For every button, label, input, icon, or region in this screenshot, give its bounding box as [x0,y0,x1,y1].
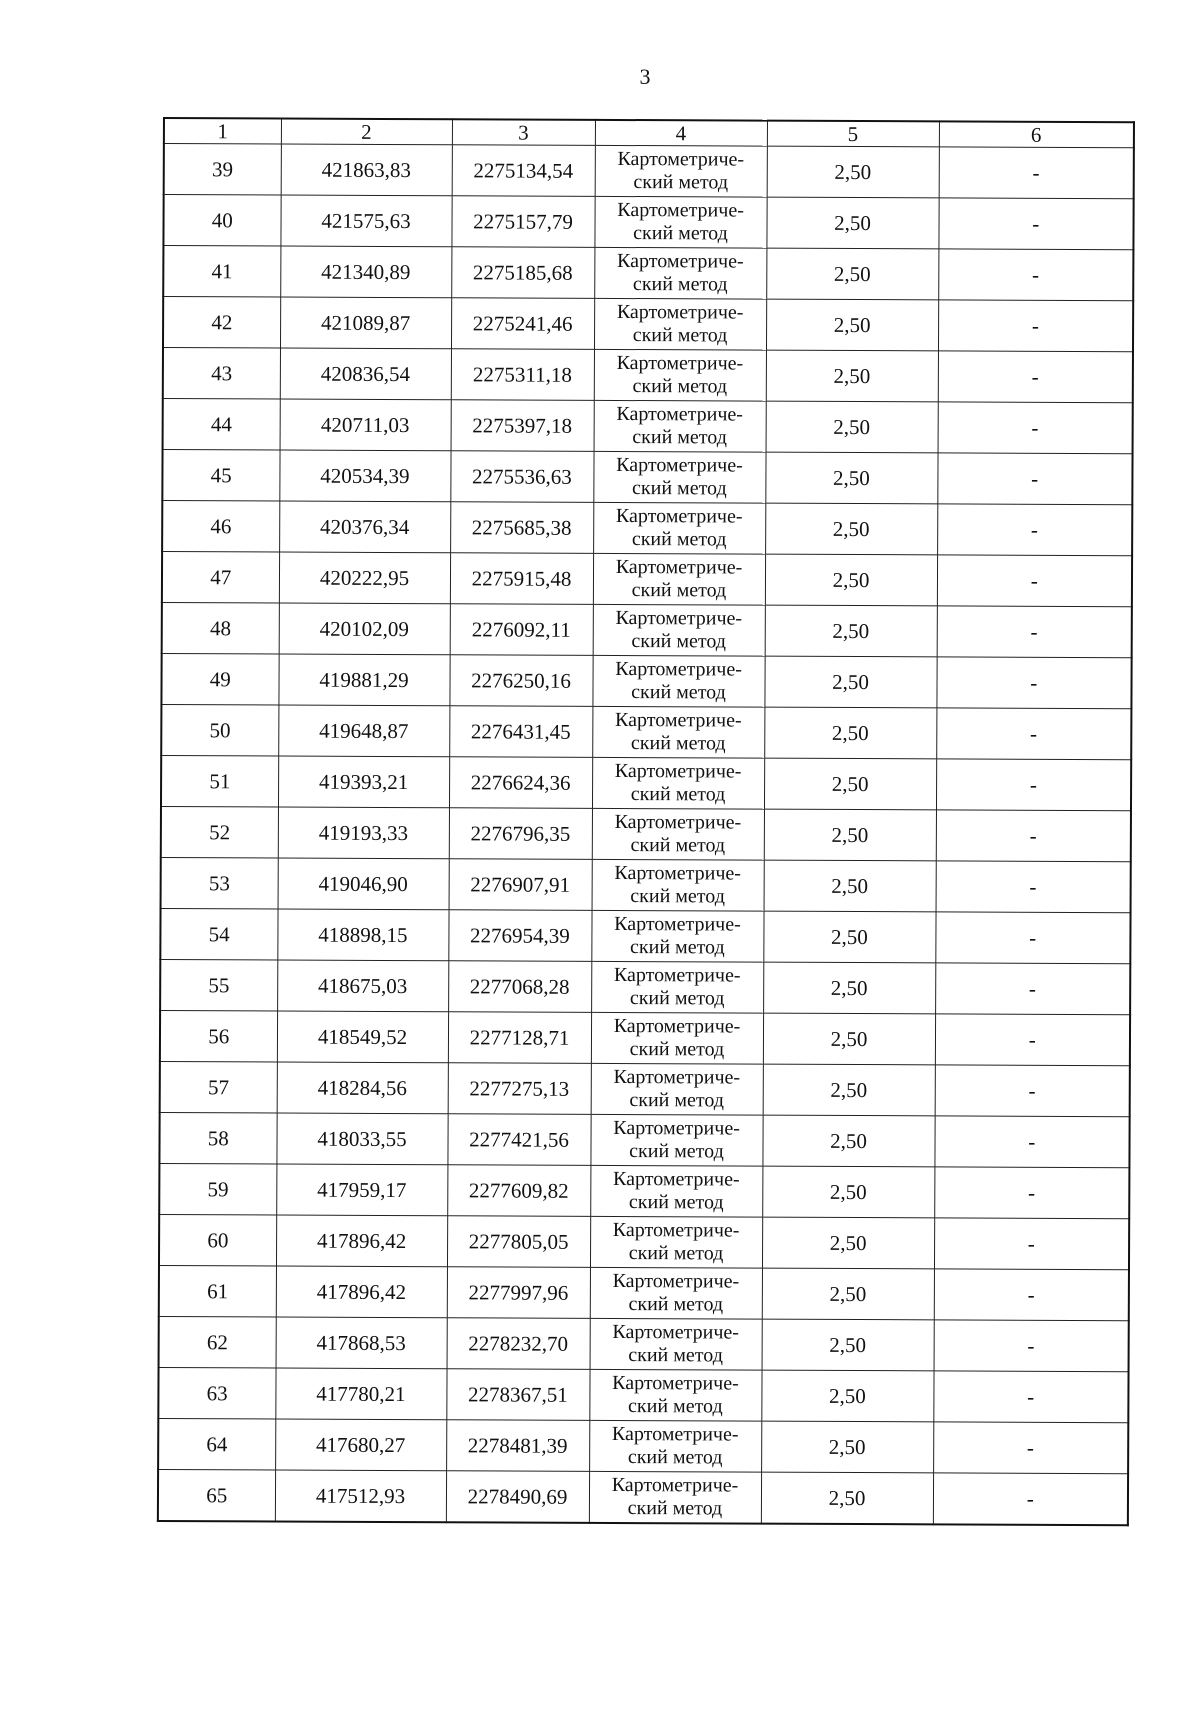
accuracy-cell: 2,50 [765,605,937,657]
accuracy-cell: 2,50 [762,1115,934,1167]
x-coordinate-cell: 420102,09 [279,603,450,655]
x-coordinate-cell: 418284,56 [277,1062,448,1114]
table-row [158,1367,1128,1422]
x-coordinate-cell: 419046,90 [278,858,449,910]
point-number-cell: 59 [159,1163,276,1215]
point-number-cell: 41 [163,246,280,298]
table-row [163,399,1133,454]
x-coordinate-cell: 420711,03 [280,399,451,451]
note-cell: - [934,1218,1129,1270]
header-cell-2: 2 [281,119,452,145]
method-line-1: Картометриче- [611,1422,739,1446]
note-cell: - [938,198,1133,250]
method-line-2: ский метод [630,936,725,959]
point-number-cell: 47 [162,552,279,604]
table-row [160,1010,1130,1065]
y-coordinate-cell: 2277421,56 [447,1114,590,1166]
y-coordinate-cell: 2276907,91 [449,859,592,911]
point-number-cell: 46 [162,501,279,553]
method-line-2: ский метод [627,1446,723,1469]
accuracy-cell: 2,50 [763,962,935,1014]
y-coordinate-cell: 2276431,45 [449,706,592,758]
method-line-1: Картометриче- [616,300,744,324]
method-line-1: Картометриче- [617,198,744,222]
method-line-1: Картометриче- [614,810,742,834]
y-coordinate-cell: 2276624,36 [449,757,592,809]
x-coordinate-cell: 420376,34 [279,501,450,553]
table-row [158,1418,1128,1473]
y-coordinate-cell: 2277128,71 [448,1012,591,1064]
method-line-2: ский метод [630,783,726,806]
table-row [158,1469,1128,1525]
y-coordinate-cell: 2277609,82 [447,1165,590,1217]
x-coordinate-cell: 418898,15 [277,909,448,961]
x-coordinate-cell: 417680,27 [275,1419,446,1471]
method-line-2: ский метод [632,324,728,347]
accuracy-cell: 2,50 [767,146,939,198]
table-row [161,755,1131,810]
method-line-1: Картометриче- [613,1116,740,1140]
y-coordinate-cell: 2275134,54 [452,145,595,197]
x-coordinate-cell: 420222,95 [279,552,450,604]
method-line-1: Картометриче- [615,657,742,681]
note-cell: - [938,402,1133,454]
y-coordinate-cell: 2276954,39 [448,910,591,962]
method-cell [589,1369,761,1421]
accuracy-cell: 2,50 [765,554,937,606]
method-cell [594,247,766,299]
x-coordinate-cell: 421863,83 [281,144,452,196]
method-line-1: Картометриче- [615,555,743,579]
method-cell [592,706,764,758]
accuracy-cell: 2,50 [765,452,937,504]
table-row [159,1214,1129,1269]
y-coordinate-cell: 2277068,28 [448,961,591,1013]
point-number-cell: 58 [159,1112,276,1164]
table-row [160,1061,1130,1116]
point-number-cell: 51 [161,755,278,807]
method-line-1: Картометриче- [614,861,742,885]
table-row [162,552,1132,607]
method-line-2: ский метод [629,1089,725,1112]
method-line-2: ский метод [633,222,728,245]
point-number-cell: 50 [161,704,278,756]
method-cell [589,1420,761,1472]
table-row [160,959,1130,1014]
table-row [163,195,1133,250]
accuracy-cell: 2,50 [766,299,938,351]
x-coordinate-cell: 419881,29 [278,654,449,706]
method-line-2: ский метод [627,1497,723,1520]
accuracy-cell: 2,50 [766,248,938,300]
method-cell [593,502,765,554]
method-line-1: Картометриче- [612,1320,740,1344]
point-number-cell: 55 [160,959,277,1011]
point-number-cell: 63 [158,1367,275,1419]
method-cell [593,553,765,605]
note-cell: - [938,300,1133,352]
x-coordinate-cell: 417780,21 [275,1368,446,1420]
method-line-2: ский метод [632,477,727,500]
x-coordinate-cell: 421089,87 [280,297,451,349]
table-row [162,450,1132,505]
method-cell [592,757,764,809]
method-cell [594,349,766,401]
table-row [159,1163,1129,1218]
note-cell: - [937,555,1132,607]
accuracy-cell: 2,50 [764,758,936,810]
method-line-1: Картометриче- [616,351,744,375]
accuracy-cell: 2,50 [762,1166,934,1218]
x-coordinate-cell: 417896,42 [276,1215,447,1267]
method-line-2: ский метод [631,528,727,551]
method-cell [594,400,766,452]
method-line-2: ский метод [630,834,726,857]
accuracy-cell: 2,50 [762,1319,934,1371]
y-coordinate-cell: 2275397,18 [451,400,594,452]
y-coordinate-cell: 2275241,46 [451,298,594,350]
x-coordinate-cell: 417868,53 [276,1317,447,1369]
note-cell: - [937,606,1132,658]
method-cell [590,1165,762,1217]
coordinates-table [157,117,1135,1526]
method-cell [592,859,764,911]
method-cell [592,655,764,707]
table-row [164,144,1134,199]
method-line-2: ский метод [628,1242,724,1265]
point-number-cell: 65 [158,1469,275,1521]
note-cell: - [936,759,1131,811]
method-line-1: Картометриче- [614,759,742,783]
note-cell: - [936,708,1131,760]
method-cell [591,910,763,962]
method-line-2: ский метод [632,426,727,449]
y-coordinate-cell: 2275536,63 [450,451,593,503]
method-line-2: ский метод [631,681,726,704]
method-cell [593,451,765,503]
table-row [163,246,1133,301]
note-cell: - [936,657,1131,709]
header-cell-1: 1 [164,118,281,144]
table-row [163,297,1133,352]
method-line-1: Картометриче- [616,402,744,426]
method-cell [593,604,765,656]
method-line-1: Картометриче- [613,1167,740,1191]
point-number-cell: 62 [159,1316,276,1368]
accuracy-cell: 2,50 [761,1472,933,1524]
note-cell: - [935,963,1130,1015]
note-cell: - [937,453,1132,505]
y-coordinate-cell: 2278481,39 [446,1420,589,1472]
method-line-1: Картометриче- [615,708,742,732]
point-number-cell: 45 [162,450,279,502]
x-coordinate-cell: 419648,87 [278,705,449,757]
note-cell: - [936,810,1131,862]
table-row [161,806,1131,861]
header-cell-5: 5 [767,121,939,147]
x-coordinate-cell: 420534,39 [279,450,450,502]
accuracy-cell: 2,50 [763,911,935,963]
method-cell [591,961,763,1013]
table-row [163,348,1133,403]
method-line-1: Картометриче- [611,1473,739,1497]
table-row [161,653,1131,708]
method-line-1: Картометриче- [612,1269,740,1293]
note-cell: - [938,351,1133,403]
table-row [159,1316,1129,1371]
method-line-2: ский метод [628,1293,724,1316]
x-coordinate-cell: 418033,55 [276,1113,447,1165]
point-number-cell: 39 [164,144,281,196]
accuracy-cell: 2,50 [766,197,938,249]
method-line-1: Картометриче- [612,1218,740,1242]
point-number-cell: 48 [162,602,279,654]
method-line-2: ский метод [628,1395,723,1418]
method-line-2: ский метод [631,579,727,602]
accuracy-cell: 2,50 [762,1268,934,1320]
accuracy-cell: 2,50 [766,350,938,402]
y-coordinate-cell: 2276250,16 [449,655,592,707]
accuracy-cell: 2,50 [764,860,936,912]
method-cell [595,145,767,197]
method-line-1: Картометриче- [615,606,743,630]
method-line-2: ский метод [629,1038,725,1061]
x-coordinate-cell: 419193,33 [278,807,449,859]
accuracy-cell: 2,50 [763,1064,935,1116]
point-number-cell: 64 [158,1418,275,1470]
note-cell: - [937,504,1132,556]
note-cell: - [934,1320,1129,1372]
method-cell [592,808,764,860]
method-cell [590,1267,762,1319]
table-row [160,908,1130,963]
note-cell: - [935,912,1130,964]
method-cell [590,1216,762,1268]
table-body [158,144,1134,1526]
method-line-2: ский метод [632,375,728,398]
method-line-2: ский метод [628,1191,724,1214]
note-cell: - [936,861,1131,913]
point-number-cell: 56 [160,1010,277,1062]
y-coordinate-cell: 2275685,38 [450,502,593,554]
method-line-2: ский метод [632,273,728,296]
note-cell: - [938,249,1133,301]
table-row [159,1112,1129,1167]
method-line-2: ский метод [628,1344,723,1367]
point-number-cell: 54 [160,908,277,960]
y-coordinate-cell: 2277997,96 [447,1267,590,1319]
header-cell-3: 3 [452,119,595,145]
point-number-cell: 40 [163,195,280,247]
method-line-2: ский метод [629,1140,724,1163]
accuracy-cell: 2,50 [764,707,936,759]
table-row [159,1265,1129,1320]
accuracy-cell: 2,50 [764,809,936,861]
table-row [161,704,1131,759]
x-coordinate-cell: 417896,42 [276,1266,447,1318]
y-coordinate-cell: 2276796,35 [449,808,592,860]
method-line-2: ский метод [631,630,727,653]
y-coordinate-cell: 2278490,69 [446,1471,589,1523]
y-coordinate-cell: 2275185,68 [451,247,594,299]
method-line-1: Картометриче- [613,1014,741,1038]
method-line-2: ский метод [629,987,725,1010]
method-cell [594,196,766,248]
y-coordinate-cell: 2277805,05 [447,1216,590,1268]
point-number-cell: 53 [161,857,278,909]
accuracy-cell: 2,50 [761,1370,933,1422]
table-row [162,602,1132,657]
x-coordinate-cell: 418549,52 [277,1011,448,1063]
method-line-1: Картометриче- [612,1371,739,1395]
x-coordinate-cell: 421575,63 [280,195,451,247]
method-line-2: ский метод [630,732,726,755]
point-number-cell: 44 [163,399,280,451]
method-cell [594,298,766,350]
accuracy-cell: 2,50 [766,401,938,453]
method-line-1: Картометриче- [617,147,745,171]
y-coordinate-cell: 2275157,79 [451,196,594,248]
table-row [162,501,1132,556]
x-coordinate-cell: 419393,21 [278,756,449,808]
accuracy-cell: 2,50 [761,1421,933,1473]
x-coordinate-cell: 420836,54 [280,348,451,400]
x-coordinate-cell: 417959,17 [276,1164,447,1216]
method-cell [589,1471,761,1523]
method-line-2: ский метод [633,171,729,194]
note-cell: - [935,1065,1130,1117]
method-cell [590,1114,762,1166]
point-number-cell: 61 [159,1265,276,1317]
header-cell-4: 4 [595,120,767,146]
x-coordinate-cell: 421340,89 [280,246,451,298]
method-line-1: Картометриче- [617,249,744,273]
method-line-1: Картометриче- [616,453,743,477]
header-cell-6: 6 [939,121,1134,147]
point-number-cell: 60 [159,1214,276,1266]
y-coordinate-cell: 2276092,11 [450,604,593,656]
note-cell: - [934,1269,1129,1321]
note-cell: - [934,1167,1129,1219]
note-cell: - [933,1371,1128,1423]
method-cell [591,1012,763,1064]
note-cell: - [933,1422,1128,1474]
method-line-2: ский метод [630,885,725,908]
accuracy-cell: 2,50 [764,656,936,708]
method-line-1: Картометриче- [613,963,741,987]
note-cell: - [934,1116,1129,1168]
point-number-cell: 42 [163,297,280,349]
accuracy-cell: 2,50 [765,503,937,555]
method-line-1: Картометриче- [613,1065,741,1089]
y-coordinate-cell: 2277275,13 [448,1063,591,1115]
point-number-cell: 57 [160,1061,277,1113]
note-cell: - [935,1014,1130,1066]
y-coordinate-cell: 2278232,70 [447,1318,590,1370]
method-cell [591,1063,763,1115]
coordinates-table-container [157,117,1133,1526]
method-cell [590,1318,762,1370]
accuracy-cell: 2,50 [763,1013,935,1065]
y-coordinate-cell: 2278367,51 [446,1369,589,1421]
point-number-cell: 52 [161,806,278,858]
note-cell: - [939,147,1134,199]
page-number: 3 [639,64,651,89]
method-line-1: Картометриче- [615,504,743,528]
x-coordinate-cell: 418675,03 [277,960,448,1012]
accuracy-cell: 2,50 [762,1217,934,1269]
x-coordinate-cell: 417512,93 [275,1470,446,1522]
y-coordinate-cell: 2275311,18 [451,349,594,401]
table-row [161,857,1131,912]
point-number-cell: 49 [161,653,278,705]
y-coordinate-cell: 2275915,48 [450,553,593,605]
point-number-cell: 43 [163,348,280,400]
note-cell: - [933,1473,1128,1525]
method-line-1: Картометриче- [614,912,741,936]
